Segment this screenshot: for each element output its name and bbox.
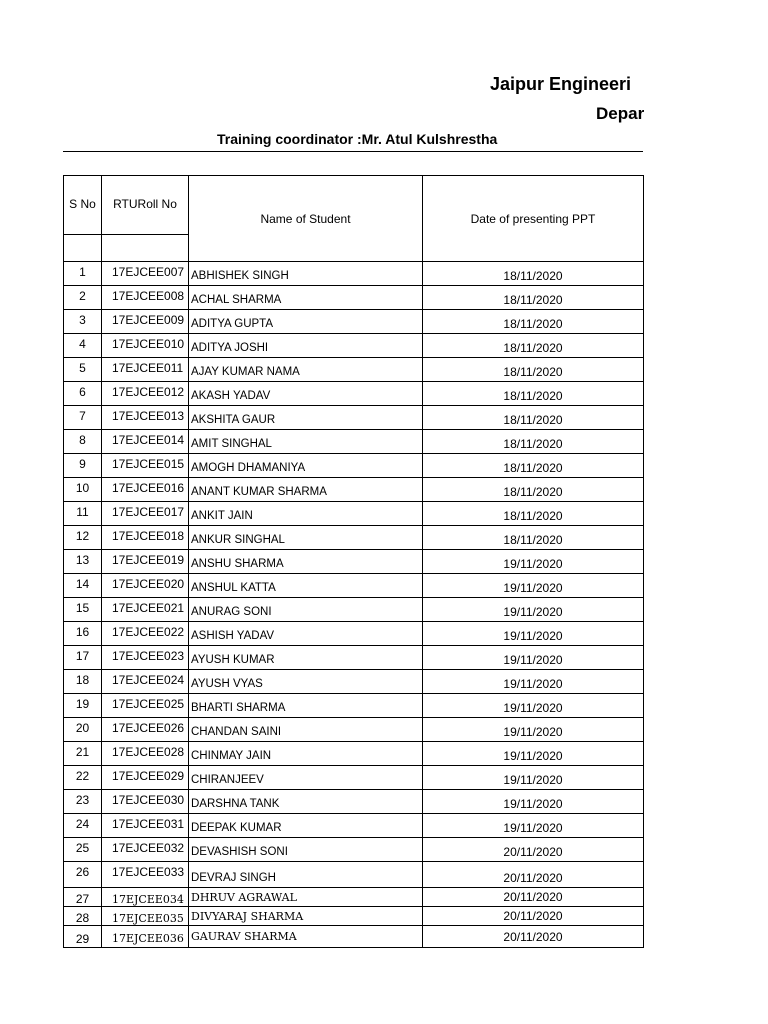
cell-student-name: DEEPAK KUMAR xyxy=(189,814,423,838)
table-row xyxy=(64,526,644,550)
cell-roll-no: 17EJCEE026 xyxy=(102,718,189,742)
cell-roll-no: 17EJCEE032 xyxy=(102,838,189,862)
cell-roll-no: 17EJCEE031 xyxy=(102,814,189,838)
cell-sno: 12 xyxy=(64,526,102,550)
cell-student-name: ANANT KUMAR SHARMA xyxy=(189,478,423,502)
cell-sno: 21 xyxy=(64,742,102,766)
cell-student-name: ACHAL SHARMA xyxy=(189,286,423,310)
cell-roll-no: 17EJCEE014 xyxy=(102,430,189,454)
cell-sno: 29 xyxy=(64,926,102,948)
department-title: Depar xyxy=(596,104,645,123)
cell-student-name: DARSHNA TANK xyxy=(189,790,423,814)
cell-roll-no: 17EJCEE015 xyxy=(102,454,189,478)
college-title: Jaipur Engineeri xyxy=(490,74,632,94)
cell-sno: 10 xyxy=(64,478,102,502)
table-row xyxy=(64,574,644,598)
cell-ppt-date: 18/11/2020 xyxy=(423,262,644,286)
cell-sno: 2 xyxy=(64,286,102,310)
cell-sno: 27 xyxy=(64,888,102,907)
cell-student-name: DHRUV AGRAWAL xyxy=(189,888,423,907)
table-row xyxy=(64,550,644,574)
cell-ppt-date: 18/11/2020 xyxy=(423,358,644,382)
cell-ppt-date: 18/11/2020 xyxy=(423,382,644,406)
cell-roll-no: 17EJCEE011 xyxy=(102,358,189,382)
cell-sno: 28 xyxy=(64,907,102,926)
empty-cell xyxy=(102,235,189,262)
student-table xyxy=(63,175,644,948)
cell-ppt-date: 18/11/2020 xyxy=(423,286,644,310)
cell-student-name: GAURAV SHARMA xyxy=(189,926,423,948)
cell-sno: 11 xyxy=(64,502,102,526)
cell-sno: 16 xyxy=(64,622,102,646)
table-row xyxy=(64,478,644,502)
table-row xyxy=(64,790,644,814)
cell-sno: 8 xyxy=(64,430,102,454)
table-row xyxy=(64,262,644,286)
cell-sno: 20 xyxy=(64,718,102,742)
cell-ppt-date: 18/11/2020 xyxy=(423,454,644,478)
header-divider xyxy=(63,151,643,152)
cell-roll-no: 17EJCEE012 xyxy=(102,382,189,406)
cell-roll-no: 17EJCEE008 xyxy=(102,286,189,310)
table-row xyxy=(64,926,644,948)
table-row xyxy=(64,286,644,310)
cell-sno: 24 xyxy=(64,814,102,838)
table-row xyxy=(64,646,644,670)
cell-student-name: AKSHITA GAUR xyxy=(189,406,423,430)
cell-roll-no: 17EJCEE022 xyxy=(102,622,189,646)
cell-roll-no: 17EJCEE010 xyxy=(102,334,189,358)
table-row xyxy=(64,742,644,766)
empty-cell xyxy=(64,235,102,262)
cell-ppt-date: 19/11/2020 xyxy=(423,574,644,598)
table-row xyxy=(64,454,644,478)
cell-student-name: DEVASHISH SONI xyxy=(189,838,423,862)
cell-sno: 3 xyxy=(64,310,102,334)
table-row xyxy=(64,838,644,862)
cell-ppt-date: 19/11/2020 xyxy=(423,766,644,790)
cell-roll-no: 17EJCEE019 xyxy=(102,550,189,574)
cell-student-name: AYUSH KUMAR xyxy=(189,646,423,670)
cell-roll-no: 17EJCEE013 xyxy=(102,406,189,430)
table-header-row xyxy=(64,176,644,235)
cell-sno: 4 xyxy=(64,334,102,358)
cell-sno: 9 xyxy=(64,454,102,478)
table-row xyxy=(64,814,644,838)
cell-roll-no: 17EJCEE016 xyxy=(102,478,189,502)
cell-sno: 1 xyxy=(64,262,102,286)
cell-student-name: BHARTI SHARMA xyxy=(189,694,423,718)
table-row xyxy=(64,358,644,382)
cell-ppt-date: 19/11/2020 xyxy=(423,814,644,838)
cell-sno: 19 xyxy=(64,694,102,718)
cell-sno: 18 xyxy=(64,670,102,694)
cell-student-name: AMIT SINGHAL xyxy=(189,430,423,454)
table-row xyxy=(64,310,644,334)
cell-roll-no: 17EJCEE029 xyxy=(102,766,189,790)
training-coordinator: Training coordinator :Mr. Atul Kulshrestha xyxy=(217,131,498,147)
cell-ppt-date: 18/11/2020 xyxy=(423,478,644,502)
cell-student-name: ADITYA JOSHI xyxy=(189,334,423,358)
cell-sno: 6 xyxy=(64,382,102,406)
cell-ppt-date: 19/11/2020 xyxy=(423,622,644,646)
column-header-roll-no: RTURoll No xyxy=(102,176,189,235)
cell-roll-no: 17EJCEE028 xyxy=(102,742,189,766)
cell-sno: 15 xyxy=(64,598,102,622)
cell-ppt-date: 19/11/2020 xyxy=(423,790,644,814)
cell-ppt-date: 18/11/2020 xyxy=(423,526,644,550)
cell-sno: 23 xyxy=(64,790,102,814)
table-row xyxy=(64,334,644,358)
cell-student-name: ANSHUL KATTA xyxy=(189,574,423,598)
column-header-student-name: Name of Student xyxy=(189,176,423,262)
cell-roll-no: 17EJCEE018 xyxy=(102,526,189,550)
cell-ppt-date: 18/11/2020 xyxy=(423,334,644,358)
cell-ppt-date: 19/11/2020 xyxy=(423,550,644,574)
cell-student-name: ANKUR SINGHAL xyxy=(189,526,423,550)
cell-ppt-date: 18/11/2020 xyxy=(423,310,644,334)
cell-student-name: ADITYA GUPTA xyxy=(189,310,423,334)
cell-ppt-date: 19/11/2020 xyxy=(423,670,644,694)
table-row xyxy=(64,766,644,790)
cell-ppt-date: 19/11/2020 xyxy=(423,646,644,670)
cell-student-name: AKASH YADAV xyxy=(189,382,423,406)
cell-student-name: ASHISH YADAV xyxy=(189,622,423,646)
cell-roll-no: 17EJCEE034 xyxy=(102,888,189,907)
cell-sno: 17 xyxy=(64,646,102,670)
cell-roll-no: 17EJCEE007 xyxy=(102,262,189,286)
table-row xyxy=(64,406,644,430)
table-row xyxy=(64,382,644,406)
cell-ppt-date: 20/11/2020 xyxy=(423,888,644,907)
cell-sno: 13 xyxy=(64,550,102,574)
column-header-sno: S No xyxy=(64,176,102,235)
cell-ppt-date: 18/11/2020 xyxy=(423,406,644,430)
cell-ppt-date: 20/11/2020 xyxy=(423,862,644,888)
table-row xyxy=(64,670,644,694)
cell-sno: 5 xyxy=(64,358,102,382)
table-row xyxy=(64,718,644,742)
cell-roll-no: 17EJCEE024 xyxy=(102,670,189,694)
table-row xyxy=(64,598,644,622)
cell-student-name: AMOGH DHAMANIYA xyxy=(189,454,423,478)
cell-roll-no: 17EJCEE020 xyxy=(102,574,189,598)
cell-student-name: CHIRANJEEV xyxy=(189,766,423,790)
cell-roll-no: 17EJCEE033 xyxy=(102,862,189,888)
cell-ppt-date: 19/11/2020 xyxy=(423,718,644,742)
cell-roll-no: 17EJCEE017 xyxy=(102,502,189,526)
cell-sno: 7 xyxy=(64,406,102,430)
cell-roll-no: 17EJCEE030 xyxy=(102,790,189,814)
cell-sno: 25 xyxy=(64,838,102,862)
cell-student-name: DIVYARAJ SHARMA xyxy=(189,907,423,926)
cell-student-name: AYUSH VYAS xyxy=(189,670,423,694)
cell-sno: 14 xyxy=(64,574,102,598)
cell-student-name: ANURAG SONI xyxy=(189,598,423,622)
table-row xyxy=(64,502,644,526)
cell-ppt-date: 19/11/2020 xyxy=(423,694,644,718)
cell-student-name: AJAY KUMAR NAMA xyxy=(189,358,423,382)
table-row xyxy=(64,888,644,907)
column-header-ppt-date: Date of presenting PPT xyxy=(423,176,644,262)
student-table-body xyxy=(64,176,644,948)
cell-ppt-date: 19/11/2020 xyxy=(423,598,644,622)
cell-student-name: DEVRAJ SINGH xyxy=(189,862,423,888)
table-row xyxy=(64,622,644,646)
table-row xyxy=(64,907,644,926)
cell-ppt-date: 20/11/2020 xyxy=(423,838,644,862)
cell-ppt-date: 20/11/2020 xyxy=(423,907,644,926)
cell-student-name: CHANDAN SAINI xyxy=(189,718,423,742)
table-row xyxy=(64,430,644,454)
cell-ppt-date: 19/11/2020 xyxy=(423,742,644,766)
cell-ppt-date: 20/11/2020 xyxy=(423,926,644,948)
cell-student-name: ANKIT JAIN xyxy=(189,502,423,526)
cell-student-name: CHINMAY JAIN xyxy=(189,742,423,766)
table-row xyxy=(64,862,644,888)
cell-sno: 26 xyxy=(64,862,102,888)
cell-roll-no: 17EJCEE035 xyxy=(102,907,189,926)
cell-roll-no: 17EJCEE036 xyxy=(102,926,189,948)
cell-roll-no: 17EJCEE023 xyxy=(102,646,189,670)
cell-roll-no: 17EJCEE009 xyxy=(102,310,189,334)
cell-roll-no: 17EJCEE025 xyxy=(102,694,189,718)
table-row xyxy=(64,694,644,718)
cell-student-name: ANSHU SHARMA xyxy=(189,550,423,574)
cell-roll-no: 17EJCEE021 xyxy=(102,598,189,622)
cell-ppt-date: 18/11/2020 xyxy=(423,502,644,526)
cell-sno: 22 xyxy=(64,766,102,790)
cell-ppt-date: 18/11/2020 xyxy=(423,430,644,454)
cell-student-name: ABHISHEK SINGH xyxy=(189,262,423,286)
